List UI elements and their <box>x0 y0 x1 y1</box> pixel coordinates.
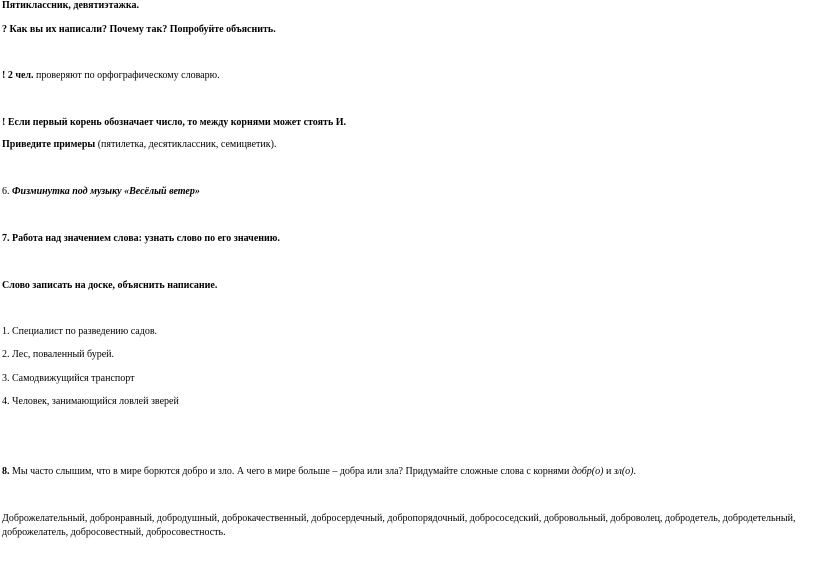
root-zl: зл(о) <box>613 466 634 477</box>
section-8-end: . <box>633 466 637 477</box>
pupils-count-label: ! 2 чел. <box>2 70 34 81</box>
list-item: 3. Самодвижущийся транспорт <box>2 373 135 384</box>
dictionary-check-text: проверяют по орфографическому словарю. <box>33 70 220 81</box>
paragraph-dictionary-check <box>2 70 220 82</box>
compound-words-answer: Доброжелательный, добронравный, добродушный, доброкачественный, добросердечный, добропорядочный, добрососедский, добровольный, доброволец, добродетель, добродетельный, доброжелатель, добросовестный, добросовестность. <box>2 513 796 538</box>
paragraph-examples-words: Пятиклассник, девятиэтажка. <box>2 0 139 11</box>
section-6-heading <box>2 186 200 198</box>
paragraph-question: ? Как вы их написали? Почему так? Попробуйте объяснить. <box>2 24 276 35</box>
root-dobr: добр(о) <box>571 466 604 477</box>
list-item: 2. Лес, поваленный бурей. <box>2 349 115 360</box>
give-examples-label: Приведите примеры <box>2 139 96 150</box>
examples-list-text: (пятилетка, десятиклассник, семицветик). <box>95 139 277 150</box>
list-item: 4. Человек, занимающийся ловлей зверей <box>2 396 179 407</box>
section-6-title: Физминутка под музыку «Весёлый ветер» <box>9 186 200 197</box>
conjunction-and: и <box>603 466 614 477</box>
list-item: 1. Специалист по разведению садов. <box>2 326 158 337</box>
paragraph-give-examples <box>2 139 276 151</box>
section-6-number: 6. <box>2 186 10 197</box>
paragraph-write-on-board: Слово записать на доске, объяснить написание. <box>2 280 218 291</box>
section-8-paragraph <box>2 466 636 478</box>
section-8-number: 8. <box>2 466 10 477</box>
section-7-heading: 7. Работа над значением слова: узнать слово по его значению. <box>2 233 280 244</box>
section-8-text: Мы часто слышим, что в мире борются добро и зло. А чего в мире больше – добра или зла? Придумайте сложные слова с корнями <box>9 466 572 477</box>
paragraph-rule: ! Если первый корень обозначает число, то между корнями может стоять И. <box>2 117 347 128</box>
